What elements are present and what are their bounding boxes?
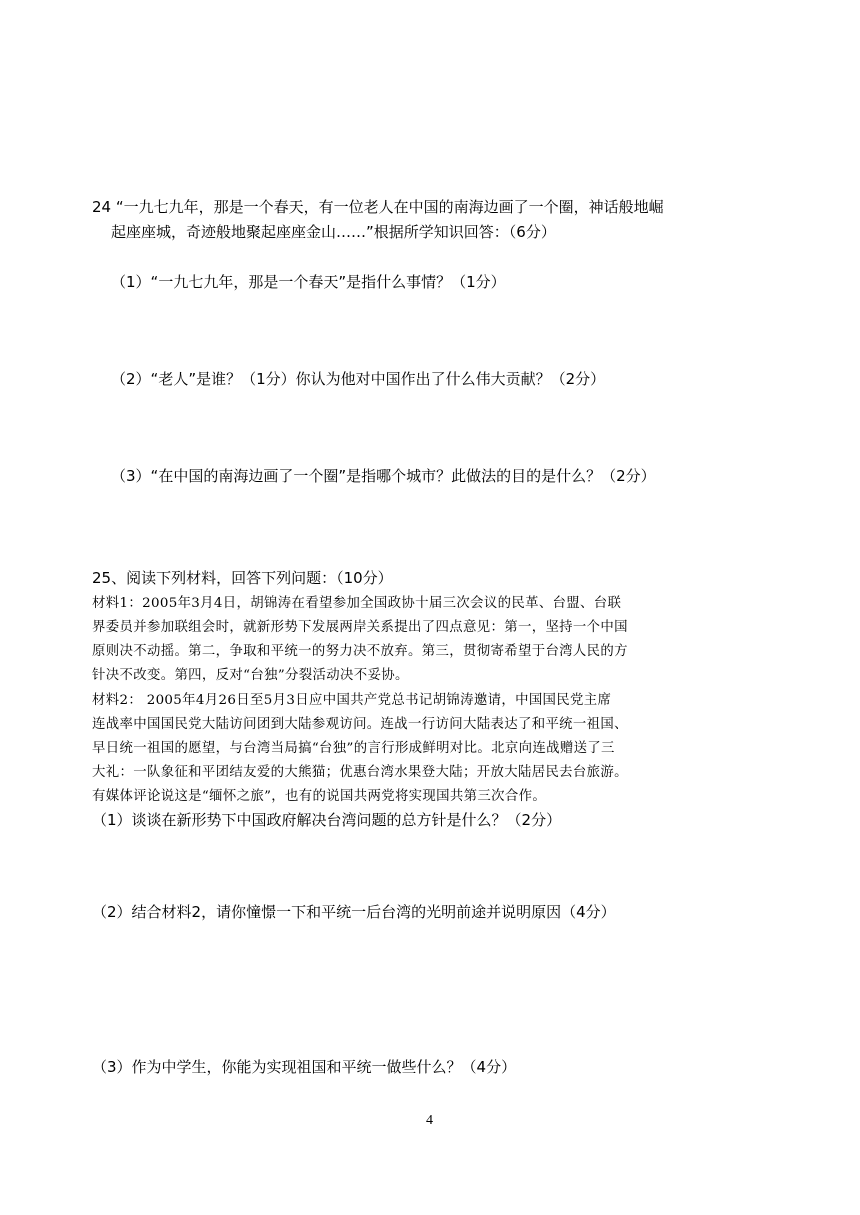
q24-subquestion-3: （3）“在中国的南海边画了一个圈”是指哪个城市？此做法的目的是什么？（2分） <box>111 467 656 485</box>
q24-stem-line-1: 24 “一九七九年，那是一个春天，有一位老人在中国的南海边画了一个圈，神话般地崛 <box>92 198 664 216</box>
material-2-line: 大礼：一队象征和平团结友爱的大熊猫；优惠台湾水果登大陆；开放大陆居民去台旅游。 <box>92 765 628 780</box>
q24-stem-line-2: 起座座城，奇迹般地聚起座座金山……”根据所学知识回答：（6分） <box>111 223 556 241</box>
material-2-line: 材料2： 2005年4月26日至5月3日应中国共产党总书记胡锦涛邀请，中国国民党主席 <box>92 693 612 708</box>
q24-subquestion-1: （1）“一九七九年，那是一个春天”是指什么事情？（1分） <box>111 273 506 291</box>
material-2-line: 早日统一祖国的愿望，与台湾当局搞“台独”的言行形成鲜明对比。北京向连战赠送了三 <box>92 741 615 756</box>
q25-title: 25、阅读下列材料，回答下列问题：（10分） <box>92 569 393 587</box>
material-2-line: 有媒体评论说这是“缅怀之旅”，也有的说国共两党将实现国共第三次合作。 <box>92 789 547 804</box>
q25-subquestion-3: （3）作为中学生，你能为实现祖国和平统一做些什么？（4分） <box>92 1058 517 1076</box>
q25-subquestion-2: （2）结合材料2，请你憧憬一下和平统一后台湾的光明前途并说明原因（4分） <box>92 903 616 921</box>
page-number: 4 <box>426 1113 433 1128</box>
material-1-line: 界委员并参加联组会时，就新形势下发展两岸关系提出了四点意见：第一，坚持一个中国 <box>92 620 628 635</box>
material-2-line: 连战率中国国民党大陆访问团到大陆参观访问。连战一行访问大陆表达了和平统一祖国、 <box>92 717 628 732</box>
q24-subquestion-2: （2）“老人”是谁？（1分）你认为他对中国作出了什么伟大贡献？（2分） <box>111 370 606 388</box>
material-1-line: 针决不改变。第四，反对“台独”分裂活动决不妥协。 <box>92 668 409 683</box>
material-1-line: 材料1：2005年3月4日，胡锦涛在看望参加全国政协十届三次会议的民革、台盟、台联 <box>92 596 622 611</box>
q25-subquestion-1: （1）谈谈在新形势下中国政府解决台湾问题的总方针是什么？（2分） <box>92 811 562 829</box>
material-1-line: 原则决不动摇。第二，争取和平统一的努力决不放弃。第三，贯彻寄希望于台湾人民的方 <box>92 644 628 659</box>
